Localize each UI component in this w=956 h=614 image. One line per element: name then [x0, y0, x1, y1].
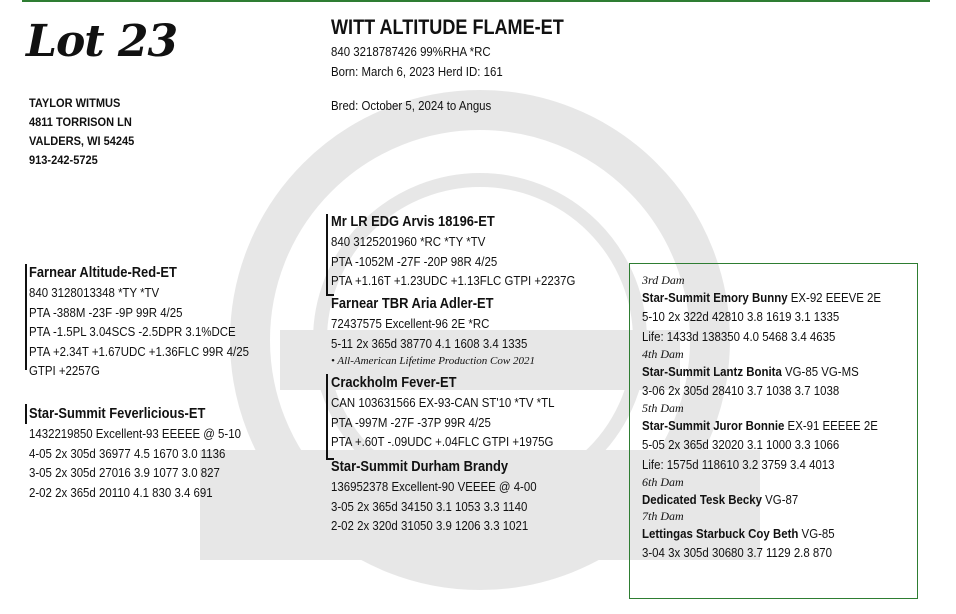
animal-born: Born: March 6, 2023 Herd ID: 161 — [331, 64, 503, 79]
consignor-phone: 913-242-5725 — [29, 153, 98, 167]
dam-entry-name: Star-Summit Juror Bonnie EX-91 EEEEE 2E — [642, 418, 878, 433]
sire-bracket — [25, 264, 27, 370]
sire-dam-line: 5-11 2x 365d 38770 4.1 1608 3.4 1335 — [331, 335, 528, 351]
dam-dam-line: 3-05 2x 365d 34150 3.1 1053 3.3 1140 — [331, 498, 528, 514]
sire-dam-note: • All-American Lifetime Production Cow 2021 — [331, 355, 535, 367]
dam-lineage-box — [629, 263, 918, 599]
dam-entry — [642, 273, 917, 347]
dam-generation: 4th Dam — [642, 347, 684, 361]
dam-dam-line: 136952378 Excellent-90 VEEEE @ 4-00 — [331, 479, 537, 494]
consignor-city: VALDERS, WI 54245 — [29, 134, 135, 148]
dam-generation: 6th Dam — [642, 475, 684, 489]
dam-entry-record: 3-04 3x 305d 30680 3.7 1129 2.8 870 — [642, 545, 832, 560]
lot-number: Lot 23 — [26, 16, 178, 67]
sire-sire-line: PTA +1.16T +1.23UDC +1.13FLC GTPI +2237G — [331, 273, 576, 288]
sire-line: GTPI +2257G — [29, 363, 100, 378]
top-rule — [22, 0, 930, 2]
dam-entry-name: Star-Summit Emory Bunny EX-92 EEEVE 2E — [642, 290, 882, 305]
animal-name: WITT ALTITUDE FLAME-ET — [331, 16, 564, 39]
dam-line: 2-02 2x 365d 20110 4.1 830 3.4 691 — [29, 484, 213, 500]
sire-sire-line: PTA -1052M -27F -20P 98R 4/25 — [331, 253, 498, 269]
dam-sire-name: Crackholm Fever-ET — [331, 374, 457, 391]
sire-dam-name: Farnear TBR Aria Adler-ET — [331, 295, 494, 312]
sire-name: Farnear Altitude-Red-ET — [29, 264, 177, 281]
dam-entry — [642, 347, 917, 401]
sire-dam-block — [331, 293, 554, 370]
dam-entry-name: Star-Summit Lantz Bonita VG-85 VG-MS — [642, 364, 859, 379]
dam-bracket — [25, 404, 27, 424]
dam-dam-name: Star-Summit Durham Brandy — [331, 458, 509, 475]
consignor-address — [29, 94, 134, 170]
dam-line: 3-05 2x 305d 27016 3.9 1077 3.0 827 — [29, 465, 220, 480]
sire-line: 840 3128013348 *TY *TV — [29, 285, 160, 300]
dam-dam-block — [331, 456, 565, 536]
animal-header — [331, 16, 602, 116]
dam-entry-record: Life: 1575d 118610 3.2 3759 3.4 4013 — [642, 457, 835, 472]
dam-name: Star-Summit Feverlicious-ET — [29, 405, 206, 422]
sire-sire-name: Mr LR EDG Arvis 18196-ET — [331, 213, 495, 230]
dam-entry-record: 3-06 2x 305d 28410 3.7 1038 3.7 1038 — [642, 383, 840, 398]
sire-sire-bracket — [326, 214, 328, 294]
dam-entry-record: 5-10 2x 322d 42810 3.8 1619 3.1 1335 — [642, 309, 840, 324]
dam-entry-record: 5-05 2x 365d 32020 3.1 1000 3.3 1066 — [642, 437, 840, 452]
dam-dam-line: 2-02 2x 320d 31050 3.9 1206 3.3 1021 — [331, 518, 529, 533]
consignor-name: TAYLOR WITMUS — [29, 96, 121, 110]
dam-generation: 5th Dam — [642, 401, 684, 415]
sire-line: PTA +2.34T +1.67UDC +1.36FLC 99R 4/25 — [29, 343, 249, 359]
sire-block — [29, 262, 279, 381]
dam-entry-name: Lettingas Starbuck Coy Beth VG-85 — [642, 526, 835, 541]
sire-sire-block — [331, 211, 609, 291]
dam-sire-bracket — [326, 374, 328, 458]
sire-dam-line: 72437575 Excellent-96 2E *RC — [331, 316, 490, 331]
sire-line: PTA -388M -23F -9P 99R 4/25 — [29, 304, 183, 320]
dam-entry — [642, 509, 917, 563]
dam-generation: 7th Dam — [642, 509, 684, 523]
dam-generation: 3rd Dam — [642, 273, 685, 287]
dam-entry-name: Dedicated Tesk Becky VG-87 — [642, 492, 799, 507]
animal-bred: Bred: October 5, 2024 to Angus — [331, 98, 492, 113]
dam-entry-record: Life: 1433d 138350 4.0 5468 3.4 4635 — [642, 329, 836, 344]
consignor-street: 4811 TORRISON LN — [29, 115, 132, 129]
dam-line: 4-05 2x 305d 36977 4.5 1670 3.0 1136 — [29, 445, 226, 461]
dam-block — [29, 403, 270, 502]
dam-sire-block — [331, 372, 585, 452]
dam-sire-line: CAN 103631566 EX-93-CAN ST'10 *TV *TL — [331, 395, 555, 410]
animal-id: 840 3218787426 99%RHA *RC — [331, 44, 491, 59]
dam-line: 1432219850 Excellent-93 EEEEE @ 5-10 — [29, 426, 241, 441]
dam-sire-line: PTA -997M -27F -37P 99R 4/25 — [331, 414, 491, 430]
sire-sire-line: 840 3125201960 *RC *TY *TV — [331, 234, 486, 249]
dam-sire-line: PTA +.60T -.09UDC +.04FLC GTPI +1975G — [331, 434, 554, 449]
dam-entry — [642, 401, 917, 475]
dam-entry — [642, 475, 917, 509]
sire-line: PTA -1.5PL 3.04SCS -2.5DPR 3.1%DCE — [29, 324, 236, 339]
